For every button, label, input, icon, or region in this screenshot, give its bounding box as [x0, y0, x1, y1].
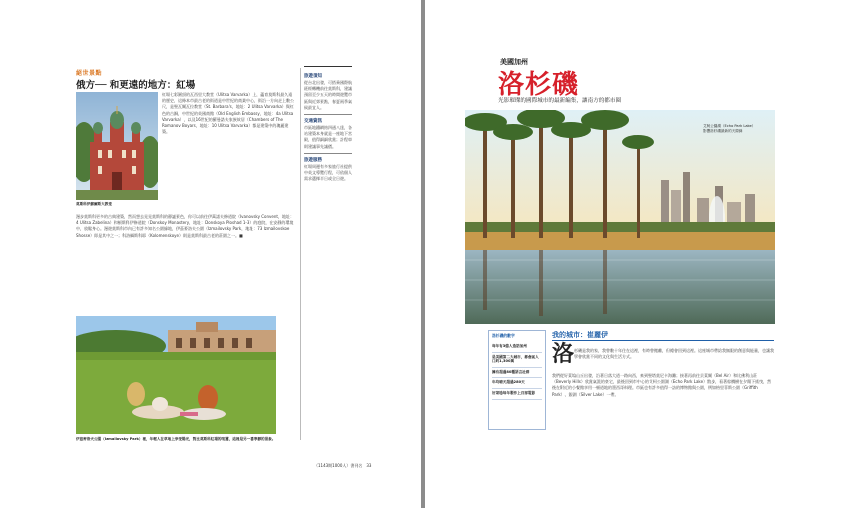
- stats-box: [488, 330, 546, 430]
- left-kicker: 絕世景點: [76, 70, 103, 77]
- left-body-column-1: 紅場七彩圓頂的瓦西里大教堂（Ulitsa Varvarka）上，蘊育莫斯科最久遠的歷史，這條本市最古老的街道是中世紀的商業中心，街沿一方向走上數公尺，是聖瓦爾瓦拉教堂（St. Barbara's，地址：2 Ulitsa Varvarka）與紅色的古銅，中世紀的英國商館（Old English Embassy，地址：4a Ulitsa Varvarka），以及16世紀的羅曼諾夫家族故居（Chambers of The Romanov Boyars，地址：10 Ulitsa Varvarka）都是建築中的瑰麗建築。: [162, 92, 294, 135]
- left-footer: （1143期1000人）書刊名 33: [314, 463, 372, 468]
- stats-title: 洛杉磯的數字: [492, 333, 515, 338]
- park-photo: [76, 316, 276, 434]
- lake-photo-caption: [703, 124, 755, 134]
- park-photo-caption: 伊茲麥洛夫公園（Izmailovsky Park）裡，年輕人在草地上享受陽光，對比莫斯科紅場的喧囂，這裡是另一番寧靜的景象。: [76, 437, 276, 441]
- sidebar-text-3: 紅場周邊有多家旅行社提供中英文導覽行程，可依個人需求選擇半日或全日遊。: [304, 163, 352, 182]
- cathedral-photo-caption: 莫斯科伊蘇爾斯大教堂: [76, 202, 112, 206]
- stat-item: 每年有3億人造訪加州: [492, 342, 542, 353]
- sidebar-text-1: 從台北出發，可搭乘國際航班經轉機前往莫斯科，建議預留至少五天的時間遊覽市區與近郊景點，春夏兩季氣候最宜人。: [304, 80, 352, 110]
- lake-photo-caption-line-1: 艾柯公園湖（Echo Park Lake）: [703, 124, 756, 128]
- left-body-column-2: 漫步莫斯科更多的古典建築，然而想去見見莫斯科的靜謐景色，你可以前往伊萬諾夫修道院（Ivanovsky Convent，地址：4 Ulitsa Zabelina）和頓斯科伊修道院（Donskoy Monastery，地址：Donskoya Ploshad 1-3）的庭院，在安靜的環境中，放鬆身心。漫遊莫斯科市內已有許多知名公園綠地，伊茲麥洛夫公園（Izmailovsky Park，地址：73 Izmailovskoe Shosse）即是其中之一；科洛緬斯科耶（Kolomenskoye）則是莫斯科最古老的莊園之一。■: [76, 214, 294, 238]
- sidebar-heading-3: 旅遊服務: [304, 157, 322, 163]
- section-rule: [552, 340, 774, 341]
- right-article-title: 洛杉磯: [498, 70, 580, 100]
- lake-photo-caption-line-2: 影響洛杉磯最新的天際線: [703, 129, 743, 133]
- right-body-intro: 杉磯是我的家，我曾數十年住在這裡，有時曾搬離，但總會回到這裡。這座城市帶給我無限的創意與能量，也讓我學會欣賞不同的文化與生活方式。: [574, 348, 774, 360]
- sidebar-heading-2: 交通資訊: [304, 119, 322, 125]
- drop-cap: 洛: [552, 341, 575, 367]
- section-title: 我的城市：崔麗伊: [552, 331, 608, 339]
- stat-item: 擁有超過80種語言社群: [492, 368, 542, 379]
- right-body-main: 我們從好萊塢山丘出發，沿著日落大道一路向西，來到聖塔莫尼卡海灘；接著再前往貝萊爾（Bel Air）和比佛利山莊（Beverly Hills）欣賞氣派的豪宅，最後回到市中心的艾柯公園湖（Echo Park Lake）散步，看著棕櫚樹在夕陽下搖曳，然後在附近的小餐館享用一頓道地的墨西哥料理。市區也有許多值得一訪的博物館與公園，例如格里菲斯公園（Griffith Park）、銀湖（Silver Lake）一帶。: [552, 373, 772, 397]
- sidebar-heading-1: 旅遊須知: [304, 74, 322, 79]
- cathedral-photo: [76, 92, 158, 200]
- lake-photo: [465, 110, 775, 324]
- right-kicker: 美國加州: [500, 58, 528, 66]
- sidebar-divider: [304, 114, 352, 115]
- column-divider: [300, 68, 301, 440]
- stat-item: 是美國第二大城市，都會區人口約1,300萬: [492, 353, 542, 368]
- right-subtitle: 光影璀璨的國際城市的最新編集，讓南方的都市圈: [498, 98, 622, 104]
- stat-item: 好萊塢每年製作上百部電影: [492, 389, 542, 400]
- sidebar-divider: [304, 153, 352, 154]
- sidebar-text-2: 市區地鐵網絡四通八達，各站建築本身就是一座地下宮殿，值得細細欣賞；計程車則建議事先議價。: [304, 125, 352, 149]
- left-article-title: 俄方── 和更遠的地方：紅場: [76, 80, 196, 91]
- left-sidebar: [304, 66, 352, 182]
- stat-item: 年均晴天超過280天: [492, 378, 542, 389]
